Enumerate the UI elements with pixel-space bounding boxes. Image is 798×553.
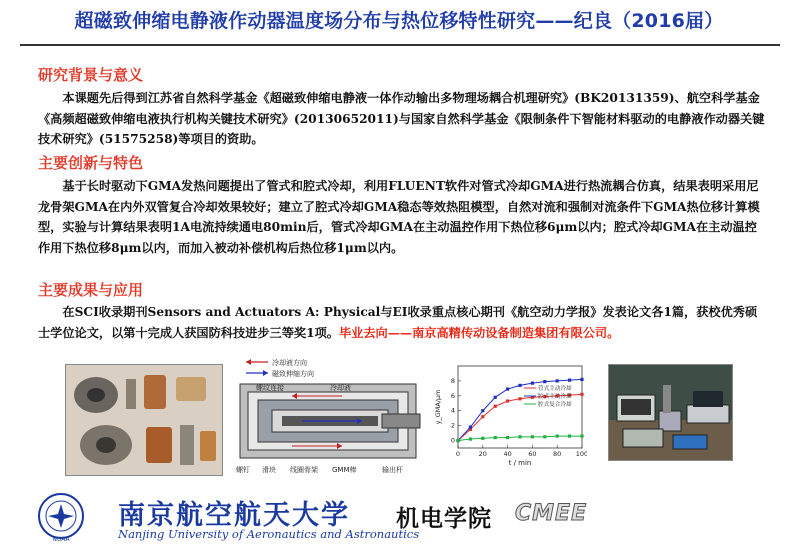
nuaa-seal-logo: [30, 492, 92, 542]
section-text-background: 本课题先后得到江苏省自然科学基金《超磁致伸缩电静液一体作动输出多物理场耦合机理研究》(BK20131359)、航空科学基金《高频超磁致伸缩电液执行机构关键技术研究》(20130652011)与国家自然科学基金《限制条件下智能材料驱动的电静液作动器关键技术研究》(51575258)等项目的资助。: [38, 91, 765, 146]
data-point: [518, 384, 521, 387]
chart-svg: [432, 360, 587, 472]
data-point: [518, 435, 521, 438]
y-tick-label: 6: [450, 391, 455, 400]
data-point: [494, 396, 497, 399]
results-text: 在SCI收录期刊Sensors and Actuators A: Physical与EI收录重点核心期刊《航空动力学报》发表论文各1篇，获校优秀硕士学位论文，以第十完成人获国防科技进步三等奖1项。: [38, 305, 758, 340]
graduation-destination: 毕业去向——南京高精传动设备制造集团有限公司。: [338, 325, 620, 340]
legend-coolant-direction: 冷却液方向: [272, 359, 307, 367]
data-point: [556, 434, 559, 437]
x-tick-label: 0: [455, 450, 461, 458]
data-point: [531, 435, 534, 438]
label-output-rod: 输出杆: [382, 466, 403, 474]
data-point: [456, 439, 459, 442]
page-title: 超磁致伸缩电静液作动器温度场分布与热位移特性研究——纪良（2016届）: [74, 10, 724, 32]
x-tick-label: 80: [553, 450, 562, 458]
legend-magnetostriction-direction: 磁致伸缩方向: [272, 370, 314, 378]
legend-label: 腔式复合冷却: [538, 402, 572, 408]
section-heading-innovation: 主要创新与特色: [38, 154, 144, 172]
data-point: [494, 405, 497, 408]
test-bench-photo: [608, 364, 733, 461]
data-point: [580, 378, 583, 381]
label-screw: 螺钉: [236, 466, 250, 474]
gma-components-photo: [65, 364, 223, 476]
y-tick-label: 0: [450, 436, 455, 445]
y-tick-label: 8: [450, 376, 455, 385]
data-point: [580, 434, 583, 437]
data-point: [506, 388, 509, 391]
data-point: [543, 435, 546, 438]
section-heading-results: 主要成果与应用: [38, 281, 144, 299]
department-name: 机电学院: [396, 506, 492, 532]
label-coil-frame: 线圈骨架: [290, 466, 318, 474]
data-point: [494, 436, 497, 439]
x-tick-label: 60: [528, 450, 537, 458]
data-point: [469, 437, 472, 440]
thermal-displacement-chart: [432, 360, 587, 472]
data-point: [481, 415, 484, 418]
data-point: [556, 379, 559, 382]
x-tick-label: 100: [575, 450, 587, 458]
cmee-logo: CMEE: [515, 501, 588, 526]
legend-label: 腔式主动冷却: [538, 394, 572, 400]
university-name-cn: 南京航空航天大学: [118, 500, 350, 531]
x-tick-label: 40: [503, 450, 512, 458]
university-name-en: Nanjing University of Aeronautics and Astronautics: [118, 527, 420, 541]
data-point: [518, 397, 521, 400]
data-point: [531, 382, 534, 385]
data-point: [543, 380, 546, 383]
section-heading-background: 研究背景与意义: [38, 66, 144, 84]
label-thread-connection: 螺纹连接: [256, 384, 284, 392]
title-divider: [20, 44, 780, 46]
label-slider: 滑块: [262, 466, 276, 474]
x-tick-label: 20: [478, 450, 487, 458]
data-point: [481, 409, 484, 412]
section-text-innovation: 基于长时驱动下GMA发热问题提出了管式和腔式冷却，利用FLUENT软件对管式冷却GMA进行热流耦合仿真，结果表明采用尼龙骨架GMA在内外双管复合冷却效果较好；建立了腔式冷却GMA稳态等效热阻模型，自然对流和强制对流条件下GMA热位移计算模型，实验与计算结果表明1A电流持续通电80min后，管式冷却GMA在主动温控作用下热位移6μm以内；腔式冷却GMA在主动温控作用下热位移8μm以内，而加入被动补偿机构后热位移1μm以内。: [38, 179, 760, 255]
data-point: [568, 434, 571, 437]
y-tick-label: 4: [450, 406, 455, 415]
legend-label: 管式主动冷却: [538, 386, 572, 392]
y-tick-label: 2: [450, 421, 455, 430]
data-point: [506, 436, 509, 439]
data-point: [469, 426, 472, 429]
x-axis-label: t / min: [508, 459, 532, 467]
data-point: [481, 437, 484, 440]
y-axis-label: y_GMA/μm: [434, 389, 442, 425]
data-point: [580, 393, 583, 396]
section-text-results: [38, 302, 766, 343]
data-point: [506, 399, 509, 402]
gma-structure-diagram: [232, 356, 424, 481]
seal-text: NUAA: [52, 536, 70, 542]
data-point: [568, 379, 571, 382]
label-gmm-rod: GMM棒: [332, 466, 357, 474]
label-coolant: 冷却液: [330, 384, 351, 392]
